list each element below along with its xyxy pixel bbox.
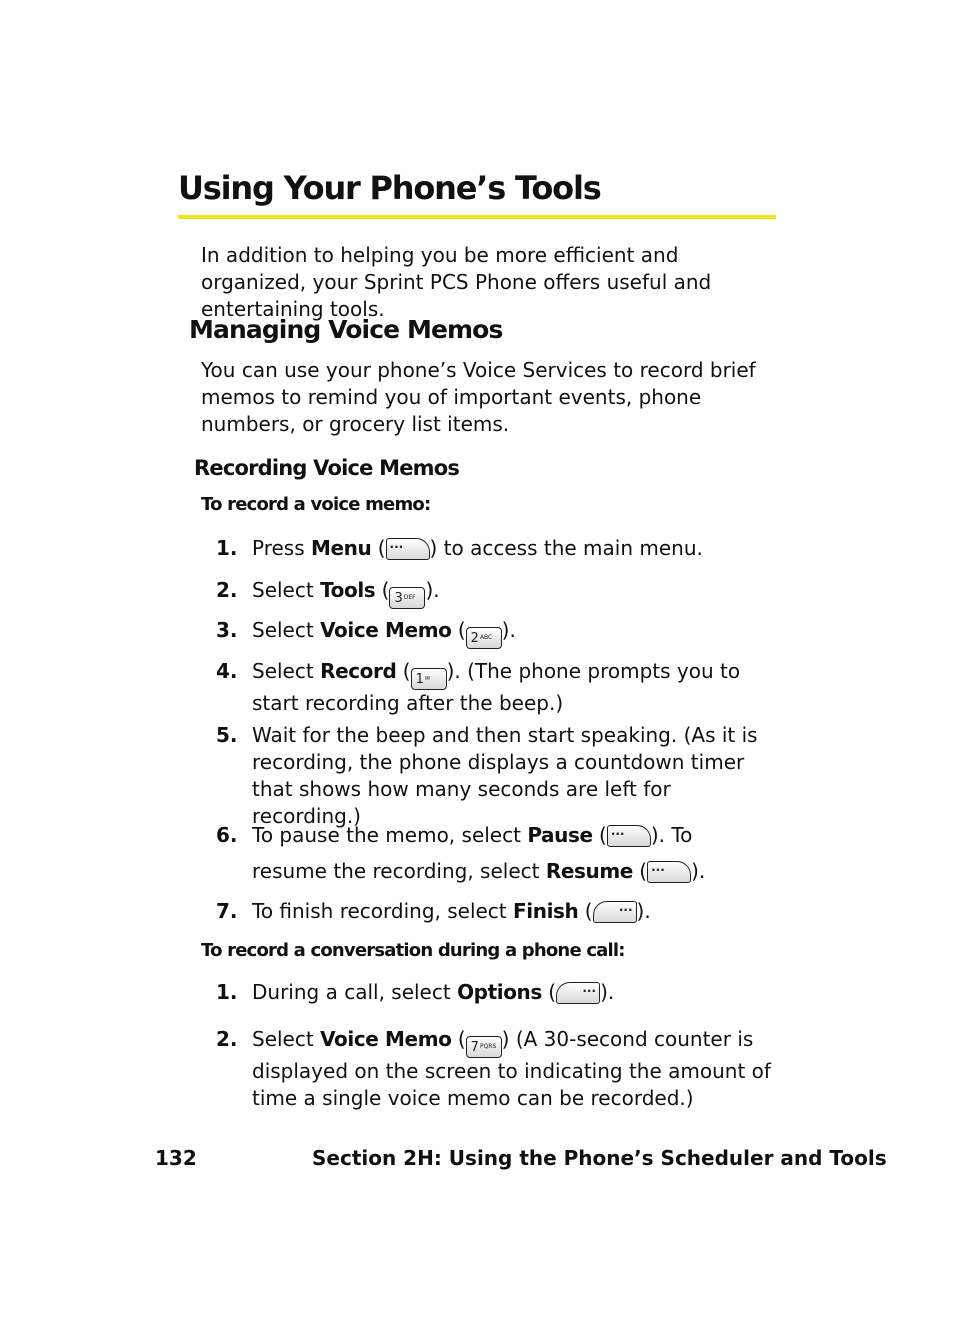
section-heading: Managing Voice Memos — [189, 315, 503, 344]
step-text: Wait for the beep and then start speaking. (As it is recording, the phone displays a countdown timer that shows how many seconds are left for recording.) — [252, 723, 758, 828]
step-text: During a call, select Options ( ··· ). — [252, 980, 615, 1004]
section-paragraph: You can use your phone’s Voice Services to record brief memos to remind you of important events, phone numbers, or grocery list items. — [201, 358, 756, 436]
pause-softkey-icon: ··· — [607, 825, 651, 847]
key-7-icon: $7^{PQRS}$ — [466, 1036, 502, 1058]
key-1-icon: 1✉ — [411, 668, 447, 690]
step-number: 2. — [216, 578, 238, 602]
footer-section-title: Section 2H: Using the Phone’s Scheduler and Tools — [312, 1146, 887, 1170]
options-softkey-icon: ··· — [556, 982, 600, 1004]
step-number: 1. — [216, 536, 238, 560]
procedure-label: To record a voice memo: — [201, 494, 431, 515]
step-text: To pause the memo, select Pause ( ··· ). To resume the recording, select Resume ( ··· ). — [252, 823, 706, 883]
step-text: Select Voice Memo ( $2^{ABC}$ ). — [252, 617, 772, 649]
step-number: 3. — [216, 618, 238, 642]
step-number: 6. — [216, 823, 238, 847]
step-number: 4. — [216, 659, 238, 683]
step-text: Select Record ( 1✉ ). (The phone prompts you to start recording after the beep.) — [252, 659, 741, 715]
step-number: 7. — [216, 899, 238, 923]
finish-softkey-icon: ··· — [593, 901, 637, 923]
step-text: To finish recording, select Finish ( ··· ). — [252, 899, 651, 923]
step-number: 5. — [216, 723, 238, 747]
procedure-label: To record a conversation during a phone call: — [201, 940, 625, 961]
step-text: Press Menu ( ··· ) to access the main menu. — [252, 536, 703, 560]
page-number: 132 — [155, 1146, 197, 1170]
subsection-heading: Recording Voice Memos — [194, 456, 460, 480]
title-rule — [178, 215, 776, 219]
page-title: Using Your Phone’s Tools — [178, 169, 601, 207]
step-text: Select Voice Memo ( $7^{PQRS}$ ) (A 30-second counter is displayed on the screen to indicating the amount of time a single voice memo can be recorded.) — [252, 1027, 771, 1110]
key-3-icon: $3^{DEF}$ — [389, 587, 425, 609]
step-text: Select Tools ( $3^{DEF}$ ). — [252, 577, 772, 609]
resume-softkey-icon: ··· — [647, 861, 691, 883]
step-number: 2. — [216, 1027, 238, 1051]
menu-softkey-icon: ··· — [386, 538, 430, 560]
step-number: 1. — [216, 980, 238, 1004]
intro-paragraph: In addition to helping you be more efficient and organized, your Sprint PCS Phone offers useful and entertaining tools. — [201, 243, 712, 321]
key-2-icon: $2^{ABC}$ — [466, 627, 502, 649]
